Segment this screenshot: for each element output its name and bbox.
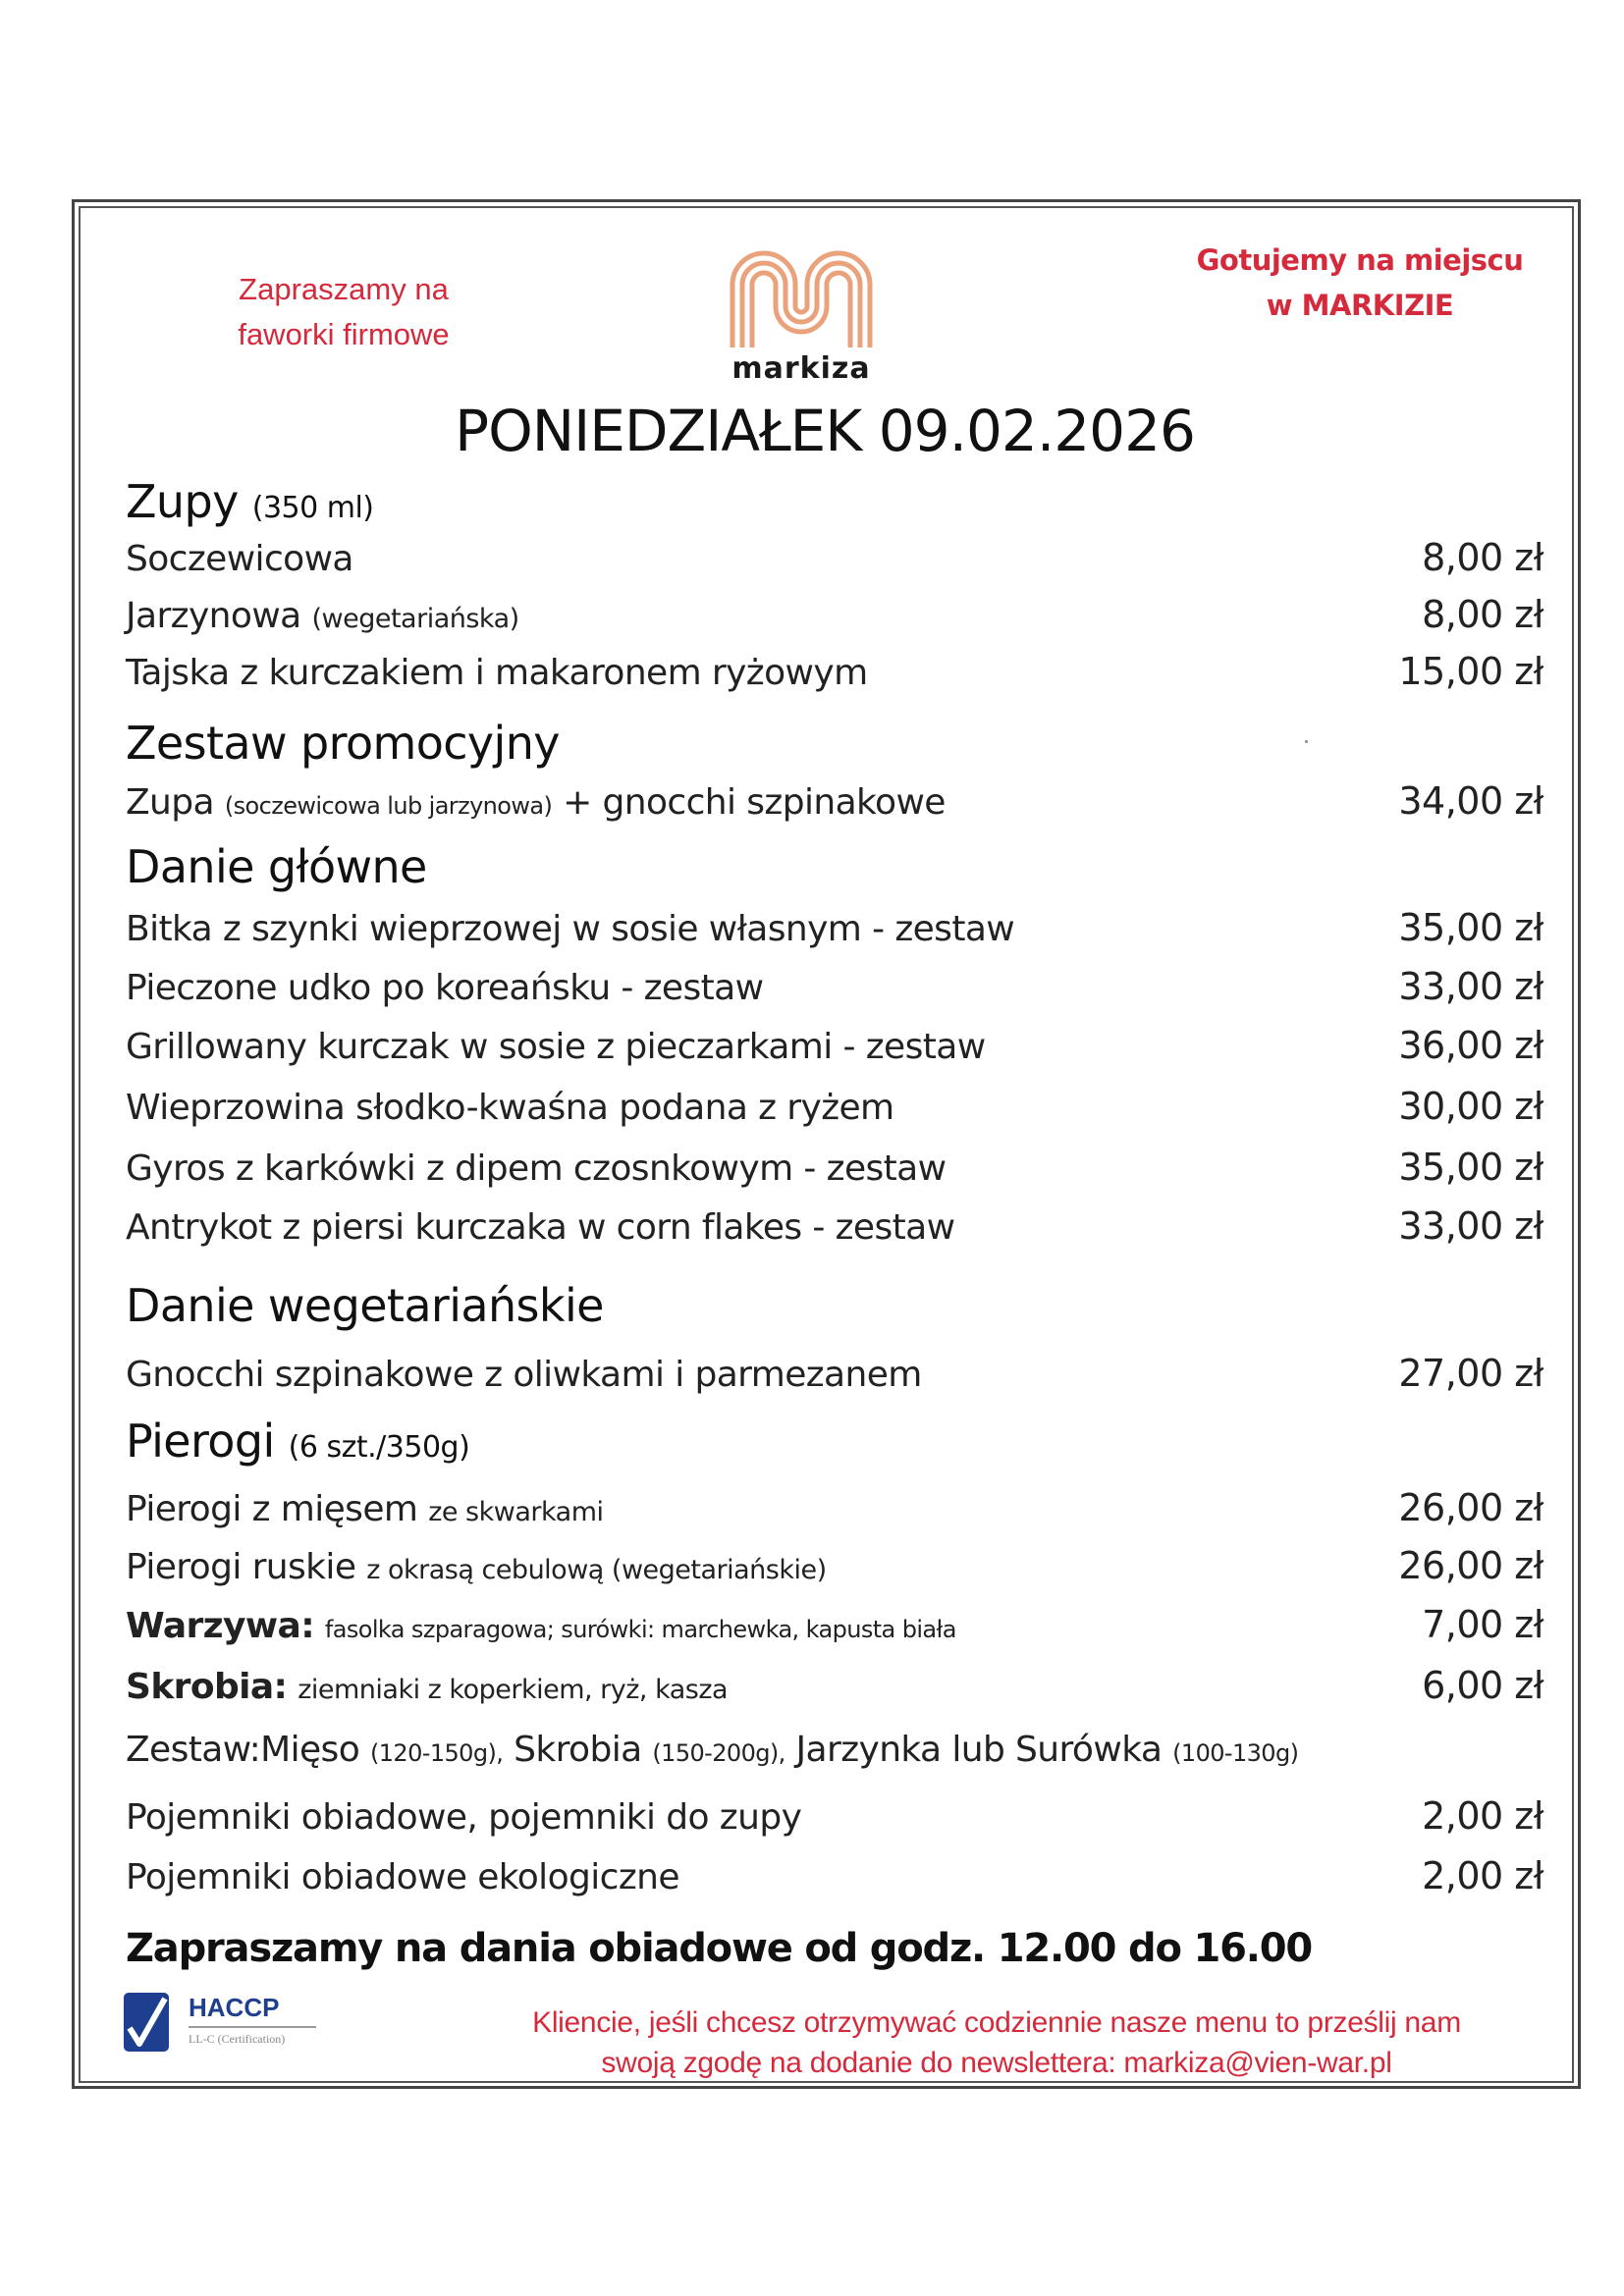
item-name: [126, 1667, 728, 1707]
menu-item: [126, 1848, 1543, 1897]
item-name: Wieprzowina słodko-kwaśna podana z ryżem: [126, 1088, 894, 1128]
menu-item-warzywa: [126, 1597, 1543, 1646]
item-name: Soczewicowa: [126, 539, 353, 579]
menu-item: [126, 1346, 1543, 1395]
menu-item: [126, 959, 1543, 1008]
item-price: 34,00 zł: [1398, 779, 1543, 823]
menu-item: [126, 1079, 1543, 1128]
item-name-after: + gnocchi szpinakowe: [563, 782, 946, 823]
item-note: z okrasą cebulową (wegetariańskie): [366, 1555, 827, 1585]
newsletter-line-2: swoją zgodę na dodanie do newslettera: markiza@vien-war.pl: [601, 2047, 1392, 2079]
promo-cooking-line-1: Gotujemy na miejscu: [1196, 243, 1524, 277]
item-price: 33,00 zł: [1398, 965, 1543, 1008]
opening-hours: Zapraszamy na dania obiadowe od godz. 12.00 do 16.00: [126, 1926, 1312, 1971]
zestaw-part-meat: Zestaw:Mięso: [126, 1730, 360, 1770]
item-price: 8,00 zł: [1422, 593, 1543, 636]
menu-item: [126, 1538, 1543, 1587]
section-heading-pierogi: [126, 1415, 469, 1468]
promo-faworki-line-2: faworki firmowe: [238, 317, 450, 351]
menu-item: [126, 1789, 1543, 1838]
haccp-divider: [189, 2026, 316, 2028]
markiza-logo-icon: [727, 247, 876, 347]
zestaw-part-veg: Jarzynka lub Surówka: [795, 1730, 1163, 1770]
haccp-subtitle: LL-C (Certification): [189, 2032, 286, 2046]
section-heading-glowne: Danie główne: [126, 840, 427, 893]
section-heading-zupy: [126, 475, 374, 528]
newsletter-line-1: Kliencie, jeśli chcesz otrzymywać codziennie nasze menu to prześlij nam: [532, 2006, 1461, 2039]
item-price: 35,00 zł: [1398, 906, 1543, 949]
menu-item: [126, 774, 1543, 823]
item-price: 2,00 zł: [1422, 1794, 1543, 1838]
haccp-badge: [124, 1993, 330, 2061]
checkmark-icon: [124, 1993, 169, 2052]
item-note: fasolka szparagowa; surówki: marchewka, kapusta biała: [324, 1616, 956, 1643]
item-price: 7,00 zł: [1422, 1603, 1543, 1646]
item-name-text: Jarzynowa: [126, 596, 301, 636]
item-name: [126, 1606, 956, 1646]
zestaw-part-starch-weight: (150-200g),: [652, 1739, 785, 1767]
menu-item: [126, 587, 1543, 636]
item-price: 26,00 zł: [1398, 1544, 1543, 1587]
section-note: (6 szt./350g): [288, 1430, 470, 1465]
zestaw-composition-text: [126, 1730, 1298, 1770]
zestaw-composition: [126, 1721, 1500, 1770]
menu-item: [126, 900, 1543, 949]
newsletter-notice: [442, 2002, 1551, 2083]
page-title: PONIEDZIAŁEK 09.02.2026: [455, 398, 1195, 464]
item-name: [126, 782, 946, 823]
haccp-title: HACCP: [189, 1993, 280, 2022]
item-price: 6,00 zł: [1422, 1664, 1543, 1707]
promo-cooking-onsite: [1159, 238, 1561, 328]
item-label: Skrobia:: [126, 1667, 288, 1707]
zestaw-part-meat-weight: (120-150g),: [369, 1739, 504, 1767]
item-name: Antrykot z piersi kurczaka w corn flakes - zestaw: [126, 1207, 955, 1248]
item-price: 30,00 zł: [1398, 1085, 1543, 1128]
section-heading-zestaw: Zestaw promocyjny: [126, 717, 560, 770]
item-price: 33,00 zł: [1398, 1204, 1543, 1248]
item-name-text: Zupa: [126, 782, 214, 823]
item-price: 26,00 zł: [1398, 1486, 1543, 1529]
item-name-text: Pierogi z mięsem: [126, 1489, 418, 1529]
item-note: ze skwarkami: [428, 1497, 604, 1527]
item-price: 8,00 zł: [1422, 536, 1543, 579]
item-price: 15,00 zł: [1398, 650, 1543, 693]
item-name: Bitka z szynki wieprzowej w sosie własnym - zestaw: [126, 909, 1015, 949]
item-name: [126, 596, 519, 636]
zestaw-part-veg-weight: (100-130g): [1172, 1739, 1299, 1767]
item-name-text: Pierogi ruskie: [126, 1547, 356, 1587]
item-name: Gnocchi szpinakowe z oliwkami i parmezanem: [126, 1355, 922, 1395]
menu-item: [126, 530, 1543, 579]
stray-dot: [1305, 740, 1308, 743]
menu-item: [126, 1018, 1543, 1067]
item-price: 36,00 zł: [1398, 1024, 1543, 1067]
section-note: (350 ml): [251, 491, 374, 525]
item-name: Tajska z kurczakiem i makaronem ryżowym: [126, 653, 868, 693]
item-label: Warzywa:: [126, 1606, 315, 1646]
section-heading-wege: Danie wegetariańskie: [126, 1279, 604, 1332]
menu-item: [126, 1480, 1543, 1529]
zestaw-part-starch: Skrobia: [514, 1730, 642, 1770]
item-name: [126, 1547, 827, 1587]
item-name: Pojemniki obiadowe, pojemniki do zupy: [126, 1797, 802, 1838]
item-price: 2,00 zł: [1422, 1854, 1543, 1897]
item-name: Pieczone udko po koreańsku - zestaw: [126, 968, 764, 1008]
section-title: Zupy: [126, 475, 239, 528]
item-name: Pojemniki obiadowe ekologiczne: [126, 1857, 679, 1897]
item-note: (soczewicowa lub jarzynowa): [224, 792, 553, 820]
promo-faworki: [157, 267, 530, 357]
menu-item: [126, 644, 1543, 693]
item-price: 35,00 zł: [1398, 1146, 1543, 1189]
promo-faworki-line-1: Zapraszamy na: [239, 272, 449, 306]
item-name: Gyros z karkówki z dipem czosnkowym - zestaw: [126, 1148, 947, 1189]
promo-cooking-line-2: w MARKIZIE: [1266, 289, 1454, 322]
menu-item-skrobia: [126, 1658, 1543, 1707]
item-name: [126, 1489, 604, 1529]
item-name: Grillowany kurczak w sosie z pieczarkami - zestaw: [126, 1027, 986, 1067]
menu-item: [126, 1199, 1543, 1248]
logo-wordmark: markiza: [731, 351, 871, 386]
item-price: 27,00 zł: [1398, 1352, 1543, 1395]
item-note: ziemniaki z koperkiem, ryż, kasza: [298, 1675, 729, 1705]
item-note: (wegetariańska): [311, 604, 519, 634]
menu-item: [126, 1140, 1543, 1189]
section-title: Pierogi: [126, 1415, 275, 1468]
